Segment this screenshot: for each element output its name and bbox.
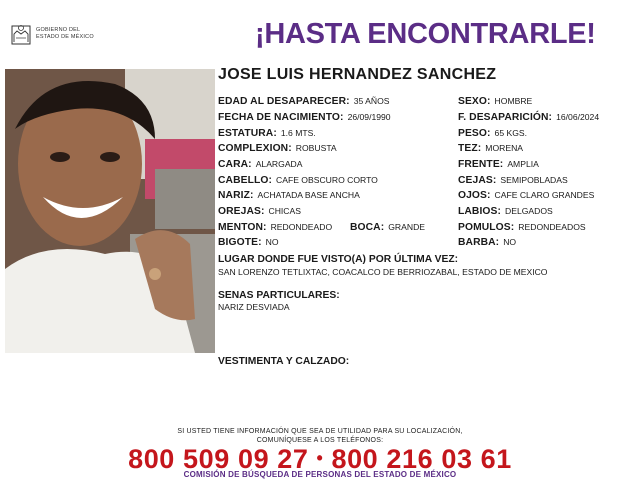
headline: ¡HASTA ENCONTRARLE!: [255, 18, 596, 50]
field-desaparicion: [458, 112, 599, 123]
field-tez-label: TEZ:: [458, 143, 482, 154]
field-labios-value: DELGADOS: [505, 206, 553, 216]
field-complexion-label: COMPLEXION:: [218, 143, 292, 154]
field-edad-value: 35 AÑOS: [353, 96, 390, 106]
field-menton-label: MENTON:: [218, 222, 267, 233]
field-estatura-value: 1.6 MTS.: [280, 128, 316, 138]
lugar-value: SAN LORENZO TETLIXTAC, COACALCO DE BERRIOZABAL, ESTADO DE MEXICO: [218, 267, 548, 277]
person-name: JOSE LUIS HERNANDEZ SANCHEZ: [218, 66, 497, 83]
field-boca: [350, 222, 425, 233]
field-estatura-label: ESTATURA:: [218, 128, 277, 139]
field-nariz-value: ACHATADA BASE ANCHA: [257, 190, 360, 200]
field-cabello-value: CAFE OBSCURO CORTO: [276, 175, 378, 185]
comision-text: COMISIÓN DE BÚSQUEDA DE PERSONAS DEL ESTADO DE MÉXICO: [183, 470, 457, 479]
field-ojos-label: OJOS:: [458, 190, 491, 201]
field-peso: [458, 128, 527, 139]
phone-2: 800 216 03 61: [331, 444, 512, 474]
phone-1: 800 509 09 27: [128, 444, 309, 474]
field-labios: [458, 206, 553, 217]
field-tez: [458, 143, 523, 154]
contact-line-2: COMUNÍQUESE A LOS TELÉFONOS:: [256, 437, 384, 444]
field-estatura: [218, 128, 316, 139]
field-peso-label: PESO:: [458, 128, 491, 139]
field-bigote-value: NO: [265, 237, 279, 247]
field-cejas: [458, 175, 568, 186]
field-boca-label: BOCA:: [350, 222, 385, 233]
field-peso-value: 65 KGS.: [494, 128, 528, 138]
logo-line-2: ESTADO DE MÉXICO: [36, 34, 94, 40]
field-orejas-label: OREJAS:: [218, 206, 265, 217]
field-nariz-label: NARIZ:: [218, 190, 254, 201]
field-boca-value: GRANDE: [388, 222, 426, 232]
field-bigote-label: BIGOTE:: [218, 237, 262, 248]
field-labios-label: LABIOS:: [458, 206, 502, 217]
field-cara: [218, 159, 303, 170]
field-edad-label: EDAD AL DESAPARECER:: [218, 96, 350, 107]
logo-line-1: GOBIERNO DEL: [36, 27, 81, 33]
field-cejas-label: CEJAS:: [458, 175, 497, 186]
field-cabello-label: CABELLO:: [218, 175, 272, 186]
state-seal-icon: [10, 22, 32, 46]
field-frente: [458, 159, 539, 170]
field-sexo: [458, 96, 532, 107]
field-desaparicion-value: 16/06/2024: [556, 112, 600, 122]
person-photo: [5, 69, 215, 353]
logo-text: [36, 27, 94, 41]
field-desaparicion-label: F. DESAPARICIÓN:: [458, 112, 553, 123]
field-barba-label: BARBA:: [458, 237, 500, 248]
field-ojos-value: CAFE CLARO GRANDES: [494, 190, 595, 200]
field-barba-value: NO: [503, 237, 517, 247]
vestimenta-label: VESTIMENTA Y CALZADO:: [218, 356, 350, 367]
field-edad: [218, 96, 390, 107]
field-frente-value: AMPLIA: [507, 159, 539, 169]
field-complexion: [218, 143, 337, 154]
field-menton: [218, 222, 332, 233]
field-cabello: [218, 175, 378, 186]
field-cara-value: ALARGADA: [255, 159, 303, 169]
field-sexo-value: HOMBRE: [494, 96, 533, 106]
field-orejas: [218, 206, 301, 217]
government-logo: [10, 22, 94, 46]
field-orejas-value: CHICAS: [268, 206, 301, 216]
field-cejas-value: SEMIPOBLADAS: [500, 175, 568, 185]
field-nariz: [218, 190, 360, 201]
field-nacimiento-label: FECHA DE NACIMIENTO:: [218, 112, 344, 123]
field-barba: [458, 237, 516, 248]
field-menton-value: REDONDEADO: [270, 222, 333, 232]
field-nacimiento: [218, 112, 391, 123]
field-pomulos-label: POMULOS:: [458, 222, 515, 233]
field-cara-label: CARA:: [218, 159, 252, 170]
field-nacimiento-value: 26/09/1990: [347, 112, 391, 122]
field-complexion-value: ROBUSTA: [295, 143, 337, 153]
field-frente-label: FRENTE:: [458, 159, 504, 170]
field-ojos: [458, 190, 594, 201]
field-bigote: [218, 237, 279, 248]
senas-value: NARIZ DESVIADA: [218, 302, 290, 312]
senas-label: SENAS PARTICULARES:: [218, 290, 340, 301]
phone-separator: •: [316, 448, 324, 468]
field-pomulos: [458, 222, 586, 233]
field-tez-value: MORENA: [485, 143, 524, 153]
field-pomulos-value: REDONDEADOS: [518, 222, 586, 232]
lugar-label: LUGAR DONDE FUE VISTO(A) POR ÚLTIMA VEZ:: [218, 254, 459, 265]
contact-line-1: SI USTED TIENE INFORMACIÓN QUE SEA DE UTILIDAD PARA SU LOCALIZACIÓN,: [177, 428, 463, 435]
field-sexo-label: SEXO:: [458, 96, 491, 107]
